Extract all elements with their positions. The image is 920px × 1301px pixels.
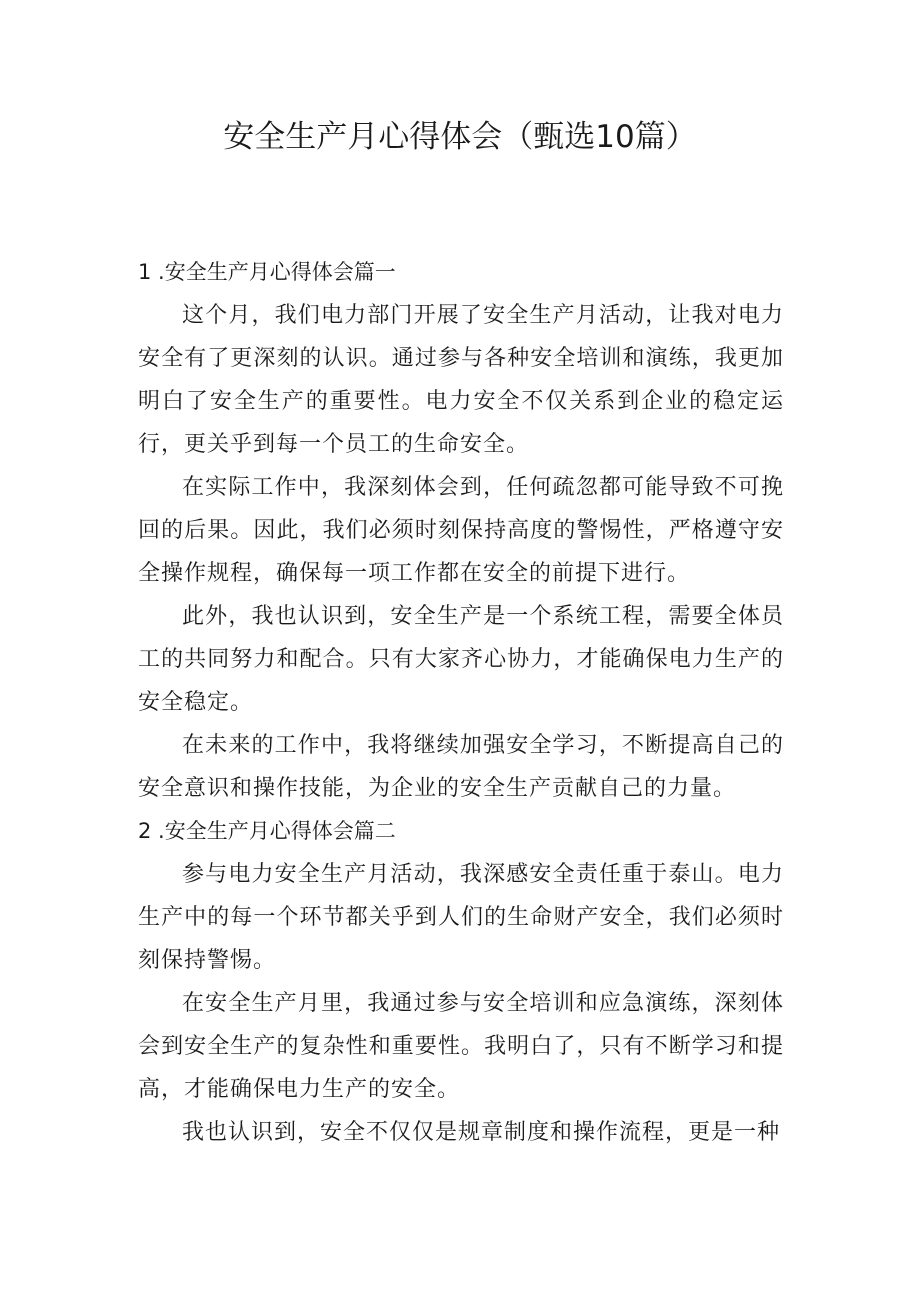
paragraph: 在安全生产月里，我通过参与安全培训和应急演练，深刻体会到安全生产的复杂性和重要性。我明白了，只有不断学习和提高，才能确保电力生产的安全。 bbox=[138, 991, 784, 1102]
paragraph: 我也认识到，安全不仅仅是规章制度和操作流程，更是一种 bbox=[182, 1120, 781, 1145]
document-title: 安全生产月心得体会（甄选10篇） bbox=[223, 119, 697, 155]
paragraph: 这个月，我们电力部门开展了安全生产月活动，让我对电力安全有了更深刻的认识。通过参与各种安全培训和演练，我更加明白了安全生产的重要性。电力安全不仅关系到企业的稳定运行，更关乎到每一个员工的生命安全。 bbox=[138, 303, 784, 457]
section-heading: 2 .安全生产月心得体会篇二 bbox=[138, 819, 396, 843]
section-2 bbox=[138, 810, 784, 1154]
section-1 bbox=[138, 251, 784, 810]
paragraph: 参与电力安全生产月活动，我深感安全责任重于泰山。电力生产中的每一个环节都关乎到人们的生命财产安全，我们必须时刻保持警惕。 bbox=[138, 862, 784, 973]
section-heading: 1 .安全生产月心得体会篇一 bbox=[138, 260, 396, 284]
paragraph: 在未来的工作中，我将继续加强安全学习，不断提高自己的安全意识和操作技能，为企业的安全生产贡献自己的力量。 bbox=[138, 733, 784, 801]
paragraph: 此外，我也认识到，安全生产是一个系统工程，需要全体员工的共同努力和配合。只有大家齐心协力，才能确保电力生产的安全稳定。 bbox=[138, 604, 784, 715]
document-body bbox=[138, 251, 784, 1154]
paragraph: 在实际工作中，我深刻体会到，任何疏忽都可能导致不可挽回的后果。因此，我们必须时刻保持高度的警惕性，严格遵守安全操作规程，确保每一项工作都在安全的前提下进行。 bbox=[138, 475, 784, 586]
